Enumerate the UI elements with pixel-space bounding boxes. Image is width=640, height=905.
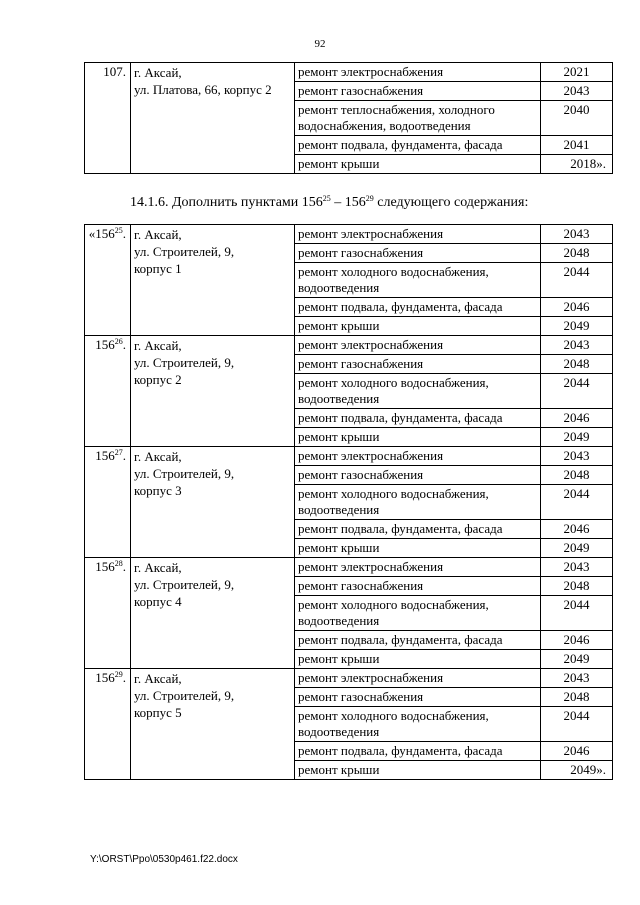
table-row bbox=[85, 63, 613, 82]
address-cell bbox=[131, 225, 295, 336]
page-number: 92 bbox=[314, 38, 326, 50]
year-cell: 2043 bbox=[541, 558, 613, 577]
item-number-superscript: 26 bbox=[114, 337, 123, 346]
year-cell: 2049 bbox=[541, 428, 613, 447]
year-cell: 2046 bbox=[541, 520, 613, 539]
year-cell: 2048 bbox=[541, 244, 613, 263]
work-cell: ремонт подвала, фундамента, фасада bbox=[295, 520, 541, 539]
instruction-suffix: следующего содержания: bbox=[373, 195, 529, 210]
item-number-suffix: . bbox=[122, 226, 126, 241]
work-cell: ремонт газоснабжения bbox=[295, 688, 541, 707]
address-line: г. Аксай, bbox=[134, 560, 182, 575]
year-cell: 2043 bbox=[541, 225, 613, 244]
instruction-dash: – 156 bbox=[330, 195, 366, 210]
work-cell: ремонт электроснабжения bbox=[295, 336, 541, 355]
item-number bbox=[85, 225, 131, 336]
address-line: ул. Строителей, 9, bbox=[134, 244, 235, 259]
year-cell: 2044 bbox=[541, 263, 613, 298]
work-cell: ремонт холодного водоснабжения, водоотведения bbox=[295, 485, 541, 520]
file-path-footer: Y:\ORST\Ppo\0530p461.f22.docx bbox=[90, 854, 238, 865]
address-line: корпус 3 bbox=[134, 483, 182, 498]
address-cell bbox=[131, 336, 295, 447]
year-cell: 2043 bbox=[541, 82, 613, 101]
work-cell: ремонт крыши bbox=[295, 155, 541, 174]
work-cell: ремонт газоснабжения bbox=[295, 355, 541, 374]
item-number-superscript: 28 bbox=[114, 559, 123, 568]
work-cell: ремонт электроснабжения bbox=[295, 225, 541, 244]
year-cell: 2046 bbox=[541, 631, 613, 650]
table-row bbox=[85, 447, 613, 466]
address-line: ул. Строителей, 9, bbox=[134, 466, 235, 481]
table-row bbox=[85, 558, 613, 577]
item-number bbox=[85, 558, 131, 669]
work-cell: ремонт подвала, фундамента, фасада bbox=[295, 742, 541, 761]
year-cell: 2049 bbox=[541, 317, 613, 336]
item-number-superscript: 25 bbox=[114, 226, 123, 235]
work-cell: ремонт подвала, фундамента, фасада bbox=[295, 631, 541, 650]
year-cell: 2048 bbox=[541, 355, 613, 374]
address-cell bbox=[131, 63, 295, 174]
item-number bbox=[85, 447, 131, 558]
item-number-suffix: . bbox=[122, 670, 126, 685]
address-cell bbox=[131, 558, 295, 669]
address-line: г. Аксай, bbox=[134, 671, 182, 686]
year-cell: 2046 bbox=[541, 742, 613, 761]
item-number: 107. bbox=[85, 63, 131, 174]
year-cell: 2043 bbox=[541, 336, 613, 355]
work-cell: ремонт крыши bbox=[295, 428, 541, 447]
item-number-suffix: . bbox=[122, 448, 126, 463]
item-number-base: 156 bbox=[95, 448, 115, 463]
instruction-text bbox=[130, 195, 528, 211]
year-cell: 2043 bbox=[541, 669, 613, 688]
address-cell bbox=[131, 447, 295, 558]
instruction-prefix: 14.1.6. Дополнить пунктами 156 bbox=[130, 195, 323, 210]
work-cell: ремонт электроснабжения bbox=[295, 447, 541, 466]
year-cell: 2048 bbox=[541, 688, 613, 707]
address-line: корпус 1 bbox=[134, 261, 182, 276]
address-line: г. Аксай, bbox=[134, 338, 182, 353]
table-row bbox=[85, 336, 613, 355]
year-cell: 2044 bbox=[541, 707, 613, 742]
item-number-suffix: . bbox=[122, 559, 126, 574]
work-cell: ремонт крыши bbox=[295, 539, 541, 558]
work-cell: ремонт крыши bbox=[295, 761, 541, 780]
work-cell: ремонт газоснабжения bbox=[295, 577, 541, 596]
address-line: г. Аксай, bbox=[134, 227, 182, 242]
item-number-base: «156 bbox=[88, 226, 115, 241]
year-cell: 2043 bbox=[541, 447, 613, 466]
year-cell: 2049». bbox=[541, 761, 613, 780]
work-cell: ремонт газоснабжения bbox=[295, 466, 541, 485]
year-cell: 2049 bbox=[541, 650, 613, 669]
year-cell: 2041 bbox=[541, 136, 613, 155]
year-cell: 2040 bbox=[541, 101, 613, 136]
item-number-base: 156 bbox=[95, 337, 115, 352]
year-cell: 2046 bbox=[541, 298, 613, 317]
address-line: ул. Строителей, 9, bbox=[134, 355, 235, 370]
work-cell: ремонт газоснабжения bbox=[295, 244, 541, 263]
address-line: г. Аксай, bbox=[134, 449, 182, 464]
table-row bbox=[85, 669, 613, 688]
work-cell: ремонт крыши bbox=[295, 650, 541, 669]
new-items-table bbox=[84, 224, 613, 780]
work-cell: ремонт крыши bbox=[295, 317, 541, 336]
instruction-sup-end: 29 bbox=[365, 194, 374, 203]
work-cell: ремонт теплоснабжения, холодного водоснабжения, водоотведения bbox=[295, 101, 541, 136]
year-cell: 2049 bbox=[541, 539, 613, 558]
address-line: ул. Строителей, 9, bbox=[134, 577, 235, 592]
item-number-base: 156 bbox=[95, 670, 115, 685]
address-cell bbox=[131, 669, 295, 780]
year-cell: 2044 bbox=[541, 596, 613, 631]
work-cell: ремонт электроснабжения bbox=[295, 558, 541, 577]
work-cell: ремонт холодного водоснабжения, водоотведения bbox=[295, 374, 541, 409]
work-cell: ремонт электроснабжения bbox=[295, 63, 541, 82]
work-cell: ремонт электроснабжения bbox=[295, 669, 541, 688]
item-number-superscript: 29 bbox=[114, 670, 123, 679]
work-cell: ремонт холодного водоснабжения, водоотведения bbox=[295, 596, 541, 631]
year-cell: 2018». bbox=[541, 155, 613, 174]
year-cell: 2048 bbox=[541, 577, 613, 596]
address-line: корпус 4 bbox=[134, 594, 182, 609]
address-line: г. Аксай, bbox=[134, 65, 182, 80]
item-number bbox=[85, 669, 131, 780]
address-line: корпус 2 bbox=[134, 372, 182, 387]
work-cell: ремонт подвала, фундамента, фасада bbox=[295, 136, 541, 155]
work-cell: ремонт подвала, фундамента, фасада bbox=[295, 409, 541, 428]
item-number bbox=[85, 336, 131, 447]
address-line: ул. Платова, 66, корпус 2 bbox=[134, 82, 272, 97]
year-cell: 2044 bbox=[541, 485, 613, 520]
year-cell: 2046 bbox=[541, 409, 613, 428]
item-number-suffix: . bbox=[122, 337, 126, 352]
work-cell: ремонт холодного водоснабжения, водоотведения bbox=[295, 263, 541, 298]
work-cell: ремонт подвала, фундамента, фасада bbox=[295, 298, 541, 317]
year-cell: 2048 bbox=[541, 466, 613, 485]
year-cell: 2044 bbox=[541, 374, 613, 409]
top-table bbox=[84, 62, 613, 174]
work-cell: ремонт газоснабжения bbox=[295, 82, 541, 101]
address-line: ул. Строителей, 9, bbox=[134, 688, 235, 703]
item-number-superscript: 27 bbox=[114, 448, 123, 457]
year-cell: 2021 bbox=[541, 63, 613, 82]
instruction-sup-start: 25 bbox=[322, 194, 331, 203]
item-number-base: 156 bbox=[95, 559, 115, 574]
work-cell: ремонт холодного водоснабжения, водоотведения bbox=[295, 707, 541, 742]
address-line: корпус 5 bbox=[134, 705, 182, 720]
table-row bbox=[85, 225, 613, 244]
